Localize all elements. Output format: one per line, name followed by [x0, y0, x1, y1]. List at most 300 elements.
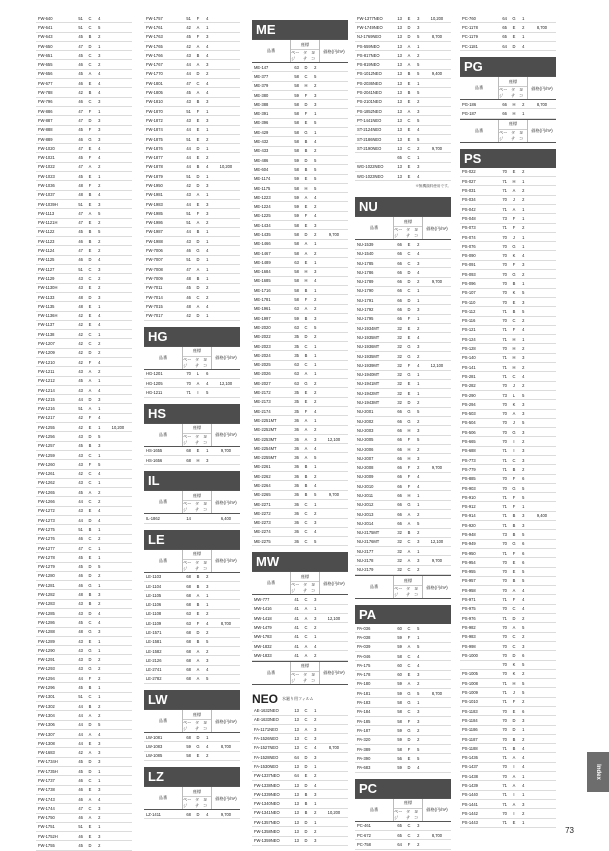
page-ref: 35: [294, 399, 299, 405]
col-coord: 6: [206, 371, 209, 377]
row-coord: A: [196, 90, 200, 96]
col-coord: 1: [522, 34, 525, 40]
table-row: [36, 470, 132, 479]
row-coord: F: [304, 111, 308, 117]
col-coord: 1: [206, 24, 209, 30]
table-row: [460, 549, 556, 558]
row-coord: E: [88, 833, 92, 839]
part-number: MW-777: [254, 597, 270, 603]
page-ref: 45: [78, 378, 83, 384]
page-ref: 46: [186, 248, 191, 254]
row-coord: B: [304, 464, 308, 470]
row-coord: C: [407, 567, 411, 573]
page-ref: 35: [294, 343, 299, 349]
table-row: [252, 827, 348, 836]
page-ref: 58: [294, 101, 299, 107]
row-coord: C: [512, 606, 516, 612]
col-coord: 5: [314, 120, 317, 126]
part-number: ME-2262: [254, 473, 271, 479]
part-number: PS-971: [462, 597, 476, 603]
table-row: [36, 116, 132, 125]
part-number: NU-2009: [357, 474, 374, 480]
table-row: [355, 736, 451, 745]
page-ref: 71: [502, 308, 507, 314]
row-coord: D: [88, 434, 92, 439]
part-number: FW-1283: [38, 601, 55, 607]
table-row: [36, 600, 132, 609]
table-row: [36, 14, 132, 23]
page-ref: 13: [397, 173, 402, 179]
part-number: FW-1266: [38, 499, 55, 505]
page-ref: 36: [294, 492, 299, 498]
part-number: FW-1294: [38, 675, 55, 681]
price: 9,400: [431, 71, 443, 77]
page-ref: 70: [502, 773, 507, 779]
col-coord: 2: [98, 182, 101, 188]
table-row: [460, 14, 556, 23]
table-row: [355, 556, 451, 565]
page-ref: 71: [502, 820, 507, 826]
header-coordinates: [393, 217, 422, 239]
part-number: NU-1539: [357, 241, 374, 247]
header-tate: タテ: [194, 797, 200, 809]
table-row: [252, 286, 348, 295]
col-coord: 2: [314, 624, 317, 630]
table-row: [460, 688, 556, 697]
page-ref: 66: [397, 511, 402, 517]
table-row: [36, 590, 132, 599]
col-coord: 3: [98, 592, 101, 598]
col-coord: 4: [206, 52, 209, 58]
index-column-5: [460, 14, 556, 828]
header-price: [211, 787, 240, 809]
page-ref: 73: [502, 215, 507, 221]
row-coord: G: [407, 727, 411, 733]
header-coord-sub: [183, 720, 211, 732]
col-coord: 3: [98, 750, 101, 756]
part-number: FW-1039H: [38, 201, 58, 207]
col-coord: 4: [522, 43, 525, 49]
page-ref: 71: [502, 801, 507, 807]
page-ref: 43: [78, 275, 83, 281]
col-coord: 2: [522, 699, 525, 705]
part-number: PS-074: [462, 234, 476, 240]
price: 8,700: [220, 744, 232, 750]
part-number: NU-2006: [357, 446, 374, 452]
part-number: PA-389: [357, 746, 371, 752]
page-ref: 44: [186, 164, 191, 170]
part-number: NU-1540: [357, 251, 374, 257]
part-number: PA-178: [357, 672, 371, 678]
col-coord: 1: [206, 108, 209, 114]
row-coord: C: [304, 520, 308, 526]
row-coord: F: [512, 327, 516, 333]
col-coord: 2: [522, 671, 525, 677]
row-coord: A: [304, 250, 308, 256]
page-ref: 47: [78, 145, 83, 151]
header-coord-sub: [499, 87, 527, 99]
table-row: [36, 163, 132, 172]
header-coord-sub: [499, 130, 527, 142]
page-ref: 32: [397, 390, 402, 396]
row-coord: B: [304, 139, 308, 145]
header-price-unit: (円/m²): [434, 807, 448, 813]
part-number: FW-1358NEO: [254, 829, 280, 835]
col-coord: 2: [206, 285, 209, 291]
row-coord: H: [512, 364, 516, 370]
row-coord: H: [512, 355, 516, 361]
part-number: FW-7009: [146, 275, 163, 281]
table-row: [460, 391, 556, 400]
part-number: FW-1289: [38, 638, 55, 644]
page-ref: 43: [186, 192, 191, 198]
header-price: [211, 550, 240, 572]
table-row: [460, 261, 556, 270]
row-coord: F: [407, 362, 411, 368]
table-header: [252, 571, 348, 595]
row-coord: B: [512, 736, 516, 742]
header-price: [211, 710, 240, 732]
header-part-number: 品番: [474, 127, 484, 133]
part-number: FW-1735H: [38, 768, 58, 774]
row-coord: K: [512, 662, 516, 668]
row-coord: E: [196, 201, 200, 207]
part-number: PS-1010: [462, 699, 478, 705]
row-coord: D: [88, 517, 92, 523]
part-number: ME-2173: [254, 399, 271, 405]
page-ref: 70: [502, 318, 507, 324]
page-ref: 46: [78, 573, 83, 579]
series-section: [460, 57, 556, 76]
part-number: PS-1442: [462, 810, 478, 816]
header-coord-title: 座標: [499, 120, 527, 130]
col-coord: 1: [314, 259, 317, 265]
col-coord: 4: [98, 80, 101, 86]
row-coord: A: [304, 615, 308, 621]
col-coord: 4: [314, 643, 317, 649]
page-ref: 71: [502, 327, 507, 333]
col-coord: 4: [522, 755, 525, 761]
part-number: PS-073: [462, 225, 476, 231]
col-coord: 1: [417, 372, 420, 378]
col-coord: 5: [314, 73, 317, 79]
table-row: [144, 51, 240, 60]
row-coord: D: [88, 117, 92, 123]
header-price-unit: (円/m²): [539, 128, 553, 134]
row-coord: E: [512, 820, 516, 826]
row-coord: B: [304, 473, 308, 479]
col-coord: 4: [314, 745, 317, 751]
part-number: ME-2253MT: [254, 436, 277, 442]
col-coord: 5: [417, 62, 420, 68]
page-ref: 44: [78, 703, 83, 709]
row-coord: A: [88, 71, 92, 77]
col-coord: 3: [98, 805, 101, 811]
page-ref: 45: [78, 619, 83, 625]
part-number: FW-1273: [38, 517, 55, 523]
table-row: [144, 116, 240, 125]
row-coord: J: [512, 383, 515, 389]
price: 9,700: [220, 811, 232, 817]
part-number: PS-1187: [462, 736, 478, 742]
col-coord: 3: [417, 455, 420, 461]
part-number: FW-1801: [146, 80, 163, 86]
part-number: NU-2013: [357, 511, 374, 517]
page-ref: 45: [78, 759, 83, 765]
part-number: PS-1012NEO: [357, 71, 382, 77]
row-coord: B: [512, 280, 516, 286]
col-coord: 2: [98, 350, 101, 356]
row-coord: D: [88, 257, 92, 263]
row-coord: G: [88, 136, 92, 142]
table-row: [36, 702, 132, 711]
page-ref: 47: [78, 220, 83, 226]
header-yoko: ヨコ: [202, 797, 208, 809]
row-coord: E: [88, 145, 92, 151]
part-number: FA-1527NEO: [254, 745, 279, 751]
row-coord: E: [88, 285, 92, 291]
row-coord: D: [196, 313, 200, 319]
header-page: ページ: [394, 808, 403, 820]
col-coord: 1: [522, 727, 525, 733]
row-coord: D: [88, 768, 92, 774]
table-row: [36, 219, 132, 228]
part-number: PS-110: [462, 299, 476, 305]
header-coordinates: [290, 572, 319, 594]
row-coord: F: [304, 92, 308, 98]
row-coord: B: [407, 71, 411, 77]
row-coord: F: [407, 842, 411, 848]
table-row: [252, 212, 348, 221]
table-row: [144, 675, 240, 684]
part-number: LE-1571: [146, 630, 162, 635]
series-heading: PG: [460, 57, 556, 76]
col-coord: 4: [98, 508, 101, 514]
part-number: FW-1212: [38, 378, 55, 384]
part-number: FW-655: [38, 62, 53, 68]
row-coord: C: [88, 499, 92, 505]
col-coord: 2: [98, 238, 101, 244]
row-coord: E: [512, 169, 516, 175]
part-number: LW-1085: [146, 753, 163, 759]
part-number: PS-1183: [462, 708, 478, 714]
row-coord: D: [512, 727, 516, 733]
page-ref: 66: [397, 297, 402, 303]
table-row: [460, 447, 556, 456]
page-ref: 36: [294, 436, 299, 442]
table-row: [36, 51, 132, 60]
part-number: LE-1104: [146, 583, 162, 589]
row-coord: E: [196, 155, 200, 161]
row-coord: E: [407, 127, 411, 133]
col-coord: 3: [98, 294, 101, 300]
row-coord: C: [512, 318, 516, 324]
row-coord: G: [512, 429, 516, 435]
part-number: NU-2001: [357, 409, 374, 415]
page-ref: 48: [78, 192, 83, 198]
header-part-number: 品番: [266, 48, 276, 53]
col-coord: 2: [417, 145, 420, 151]
row-coord: B: [304, 810, 308, 816]
page-ref: 68: [186, 592, 191, 598]
part-number: FW-1036: [38, 182, 55, 188]
row-coord: E: [407, 334, 411, 340]
page-ref: 41: [294, 606, 299, 612]
row-coord: B: [196, 602, 200, 608]
row-coord: A: [304, 427, 308, 433]
row-coord: D: [196, 257, 200, 263]
page-ref: 58: [294, 120, 299, 126]
table-row: [460, 251, 556, 260]
page-ref: 48: [186, 303, 191, 309]
page-ref: 32: [397, 362, 402, 368]
page-ref: 13: [294, 791, 299, 797]
col-coord: 3: [417, 718, 420, 724]
page-ref: 32: [397, 567, 402, 573]
series-heading: LW: [144, 690, 240, 709]
col-coord: 1: [522, 111, 525, 117]
part-number: PS-688: [462, 448, 476, 454]
table-row: [460, 698, 556, 707]
page-ref: 13: [397, 108, 402, 114]
page-ref: 59: [294, 315, 299, 321]
col-coord: 4: [417, 662, 420, 668]
part-number: FW-887: [38, 117, 53, 123]
col-coord: 2: [206, 220, 209, 226]
part-number: FA-1526NEO: [254, 736, 279, 742]
page-ref: 47: [78, 43, 83, 49]
row-coord: B: [304, 148, 308, 154]
table-row: [144, 135, 240, 144]
col-coord: 1: [522, 234, 525, 240]
table-row: [460, 512, 556, 521]
table-row: [460, 465, 556, 474]
row-coord: D: [304, 64, 308, 70]
part-number: FW-1770: [146, 71, 163, 77]
col-coord: 5: [98, 210, 101, 216]
row-coord: F: [304, 408, 308, 414]
row-coord: E: [407, 164, 411, 170]
row-coord: D: [196, 734, 200, 740]
col-coord: 1: [98, 554, 101, 560]
table-row: [355, 680, 451, 689]
page-ref: 51: [78, 201, 83, 207]
col-coord: 5: [417, 755, 420, 761]
price: 12,100: [327, 615, 341, 621]
row-coord: A: [88, 406, 92, 412]
table-row: [144, 752, 240, 761]
col-coord: 4: [98, 619, 101, 625]
index-tab-label: Index: [594, 764, 601, 780]
row-coord: H: [407, 427, 411, 433]
page-ref: 60: [397, 672, 402, 678]
page-ref: 36: [294, 510, 299, 516]
table-row: [252, 753, 348, 762]
table-row: [252, 790, 348, 799]
row-coord: B: [88, 90, 92, 96]
part-number: PS-1438: [462, 773, 478, 779]
row-coord: G: [512, 15, 516, 21]
table-row: [144, 447, 240, 456]
table-row: [252, 268, 348, 277]
table-row: [460, 595, 556, 604]
part-number: PS-920: [462, 522, 476, 528]
col-coord: 2: [98, 341, 101, 347]
col-coord: 2: [522, 197, 525, 203]
col-coord: 5: [417, 746, 420, 752]
table-row: [252, 716, 348, 725]
table-header: [144, 549, 240, 573]
page-ref: 42: [78, 322, 83, 328]
page-ref: 42: [78, 350, 83, 356]
col-coord: 3: [417, 108, 420, 114]
series-heading: PC: [355, 779, 451, 798]
page-ref: 58: [294, 231, 299, 237]
col-coord: 4: [206, 90, 209, 96]
page-ref: 13: [294, 838, 299, 844]
row-coord: C: [88, 480, 92, 486]
col-coord: 2: [206, 753, 209, 759]
header-tate: タテ: [194, 433, 200, 445]
part-number: FW-1285: [38, 610, 55, 616]
col-coord: 2: [98, 712, 101, 718]
col-coord: 1: [417, 390, 420, 396]
part-number: FW-1872: [146, 117, 163, 123]
page-ref: 71: [502, 188, 507, 194]
col-coord: 4: [522, 745, 525, 751]
row-coord: E: [407, 99, 411, 105]
table-row: [460, 196, 556, 205]
row-coord: I: [513, 764, 515, 770]
row-coord: F: [196, 34, 200, 40]
part-number: FW-1281: [38, 582, 55, 588]
row-coord: F: [407, 634, 411, 640]
part-number: LE-2126: [146, 657, 162, 663]
row-coord: G: [512, 485, 516, 491]
part-number: PA-036: [357, 625, 371, 631]
part-number: PS-1439: [462, 783, 478, 789]
page-ref: 42: [78, 341, 83, 347]
table-row: [36, 395, 132, 404]
row-coord: D: [196, 71, 200, 77]
row-coord: J: [512, 197, 515, 203]
table-row: [355, 840, 451, 849]
header-coord-title: 座標: [183, 424, 211, 434]
page-ref: 71: [502, 745, 507, 751]
col-coord: 1: [417, 381, 420, 387]
page-ref: 59: [397, 727, 402, 733]
row-coord: D: [196, 145, 200, 151]
index-tab[interactable]: [587, 752, 609, 792]
page-ref: 59: [186, 744, 191, 750]
page-ref: 51: [78, 15, 83, 21]
table-row: [460, 289, 556, 298]
header-yoko: ヨコ: [413, 586, 419, 598]
row-coord: A: [304, 371, 308, 377]
page-ref: 13: [397, 62, 402, 68]
col-coord: 3: [314, 726, 317, 732]
table-row: [460, 735, 556, 744]
part-number: ME-1174: [254, 176, 271, 182]
row-coord: C: [88, 52, 92, 58]
part-number: PS-559NEO: [357, 43, 380, 49]
row-coord: B: [512, 308, 516, 314]
page-ref: 13: [397, 127, 402, 133]
page-ref: 43: [186, 52, 191, 58]
page-ref: 13: [397, 43, 402, 49]
part-number: PC-1181: [462, 43, 478, 49]
part-number: PS-107: [462, 290, 476, 296]
